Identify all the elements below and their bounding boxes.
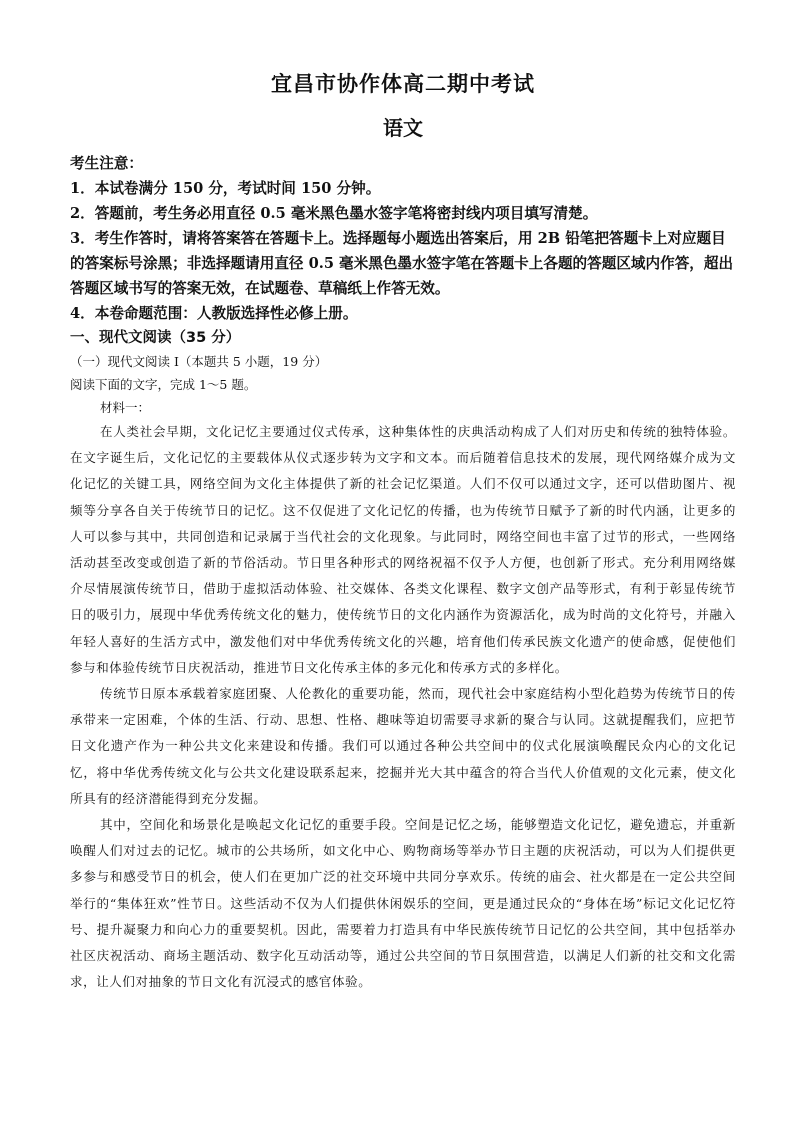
passage-paragraph-2: 传统节日原本承载着家庭团聚、人伦教化的重要功能，然而，现代社会中家庭结构小型化趋势为传统节日的传承带来一定困难，个体的生活、行动、思想、性格、趣味等迫切需要寻求新的聚合与认同。这就提醒我们，应把节日文化遗产作为一种公共文化来建设和传播。我们可以通过各种公共空间中的仪式化展演唤醒民众内心的文化记忆，将中华优秀传统文化与公共文化建设联系起来，挖掘并光大其中蕴含的符合当代人价值观的文化元素，使文化所具有的经济潜能得到充分发掘。 [70, 686, 736, 806]
notice-item-4: 4．本卷命题范围：人教版选择性必修上册。 [70, 305, 358, 322]
reading-instruction: 阅读下面的文字，完成 1～5 题。 [70, 377, 257, 392]
section-heading: 一、现代文阅读（35 分） [70, 330, 241, 346]
passage-paragraph-3: 其中，空间化和场景化是唤起文化记忆的重要手段。空间是记忆之场，能够塑造文化记忆，避免遗忘，并重新唤醒人们对过去的记忆。城市的公共场所，如文化中心、购物商场等举办节日主题的庆祝活动，可以为人们提供更多参与和感受节日的机会，使人们在更加广泛的社交环境中共同分享欢乐。传统的庙会、社火都是在一定公共空间举行的“集体狂欢”性节日。这些活动不仅为人们提供休闲娱乐的空间，更是通过民众的“身体在场”标记文化记忆符号、提升凝聚力和向心力的重要契机。因此，需要着力打造具有中华民族传统节日记忆的公共空间，其中包括举办社区庆祝活动、商场主题活动、数字化互动活动等，通过公共空间的节日氛围营造，以满足人们新的社交和文化需求，让人们对抽象的节日文化有沉浸式的感官体验。 [70, 817, 736, 990]
notice-heading: 考生注意： [70, 155, 143, 172]
notice-item-3: 3．考生作答时，请将答案答在答题卡上。选择题每小题选出答案后，用 2B 铅笔把答题卡上对应题目的答案标号涂黑；非选择题请用直径 0.5 毫米黑色墨水签字笔在答题卡上各题的答题区域内作答，超出答题区域书写的答案无效，在试题卷、草稿纸上作答无效。 [70, 230, 734, 297]
notice-item-1: 1．本试卷满分 150 分，考试时间 150 分钟。 [70, 180, 381, 197]
notice-item-2: 2．答题前，考生务必用直径 0.5 毫米黑色墨水签字笔将密封线内项目填写清楚。 [70, 205, 598, 222]
exam-title: 宜昌市协作体高二期中考试 [271, 72, 535, 96]
material-label: 材料一： [100, 400, 151, 415]
notice-block [70, 151, 736, 326]
passage-paragraph-1: 在人类社会早期，文化记忆主要通过仪式传承，这种集体性的庆典活动构成了人们对历史和传统的独特体验。在文字诞生后，文化记忆的主要载体从仪式逐步转为文字和文本。而后随着信息技术的发展，现代网络媒介成为文化记忆的关键工具，网络空间为文化主体提供了新的社会记忆渠道。人们不仅可以通过文字，还可以借助图片、视频等分享各自关于传统节日的记忆。这不仅促进了文化记忆的传播，也为传统节日赋予了新的时代内涵，让更多的人可以参与其中，共同创造和记录属于当代社会的文化现象。与此同时，网络空间也丰富了过节的形式，一些网络活动甚至改变或创造了新的节俗活动。节日里各种形式的网络祝福不仅予人方便，也创新了形式。充分利用网络媒介尽情展演传统节日，借助于虚拟活动体验、社交媒体、各类文化课程、数字文创产品等形式，有利于彰显传统节日的吸引力，展现中华优秀传统文化的魅力，使传统节日的文化内涵作为资源活化，成为时尚的文化符号，并融入年轻人喜好的生活方式中，激发他们对中华优秀传统文化的兴趣，培育他们传承民族文化遗产的使命感，促使他们参与和体验传统节日庆祝活动，推进节日文化传承主体的多元化和传承方式的多样化。 [70, 424, 736, 675]
subsection-heading: （一）现代文阅读 I（本题共 5 小题，19 分） [70, 354, 328, 369]
exam-subject: 语文 [383, 116, 423, 140]
